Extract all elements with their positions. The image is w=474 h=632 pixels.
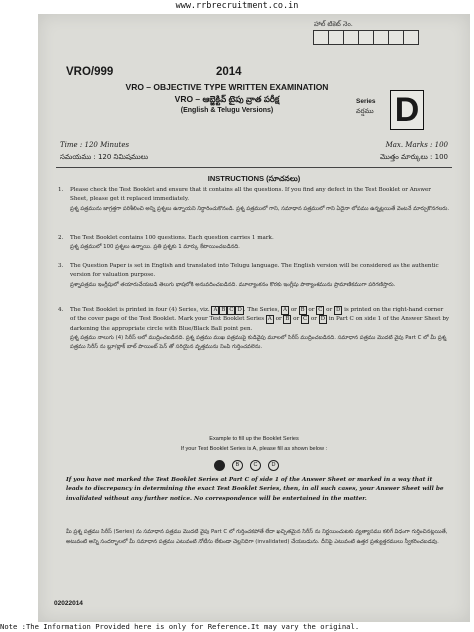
instructions-heading: INSTRUCTIONS (సూచనలు) — [207, 174, 301, 183]
instruction-number: 3. — [58, 263, 64, 269]
max-marks: Max. Marks : 100 — [385, 141, 448, 149]
instruction-text-telugu: ప్రశ్నాపత్రము ఇంగ్లీషులో తయారుచేయబడి తెలుగు భాషలోకి అనువదించబడినది. మూల్యాంకనం కొరకు ఇంగ్లీషు పాఠ్యాంశమును ప్రామాణికముగా పరిగణిస్తారు. — [70, 281, 396, 288]
instruction-text: The Question Paper is set in English and translated into Telugu language. The English version will be considered as the authentic version for valuation purpose. — [70, 263, 439, 279]
warning-text-telugu: మీ ప్రశ్న పత్రము సిరీస్ (Series) ను సమాధాన పత్రము మొదటి వైపు Part C లో గుర్తించకపోతే లేదా ఖచ్చితమైన సిరీస్ ను నిర్ణయించుటకు వ్యత్యాసము కలిగే విధంగా గుర్తించినట్లయితే, అటువంటి అన్ని సందర్భాలలో మీ సమాధాన పత్రము ఎటువంటి నోటీసు లేకుండా చెల్లనిదిగా (invalidated) చేయబడును. దీనిపై ఎటువంటి ఉత్తర ప్రత్యుత్తరములు స్వీకరించబడవు. — [66, 529, 448, 545]
series-box-c: C — [229, 307, 234, 313]
series-box-c: C — [302, 316, 308, 323]
series-box-c: C — [318, 307, 323, 313]
series-label-telugu: వర్షము — [356, 108, 374, 115]
instruction-text: The Test Booklet contains 100 questions. Each question carries 1 mark. — [70, 235, 274, 241]
instruction-number: 4. — [58, 307, 64, 313]
instruction-text: The Test Booklet is printed in four (4) Series, viz. A B C D . The Series, A or B or C or D is printed on the right-hand corner of the cover page of the Test Booklet. Mark your Test Booklet Series A or B or C or D in Part C on side 1 of the Answer Sheet by darkening the appropriate circle with Blue/Black Ball point pen. — [70, 307, 450, 332]
series-box-a: A — [267, 316, 272, 323]
or-word: or — [290, 307, 297, 313]
series-box-b: B — [300, 307, 305, 313]
series-box-a: A — [213, 307, 218, 313]
series-box-d: D — [237, 307, 242, 313]
max-marks-telugu: మొత్తం మార్కులు : 100 — [380, 153, 448, 161]
example-subheading: If your Test Booklet Series is A, please fill as shown below : — [180, 446, 328, 452]
reference-note: Note :The Information Provided here is only for Reference.It may vary the original. — [0, 622, 360, 631]
series-label: Series — [356, 98, 376, 105]
time-allowed: Time : 120 Minutes — [60, 141, 130, 149]
hall-ticket-boxes — [314, 30, 419, 45]
bubble-d: D — [268, 460, 279, 471]
exam-code: VRO/999 — [66, 66, 114, 78]
exam-cover-page — [38, 14, 470, 622]
series-box-d: D — [335, 307, 341, 313]
warning-text: If you have not marked the Test Booklet Series at Part C of side 1 of the Answer Sheet or marked in a way that it leads to discrepancy in determining the exact Test Booklet Series, then, in all such cases, your Answer Sheet will be invalidated without any further notice. No correspondence will be entertained in the matter. — [66, 477, 444, 502]
bubble-b: B — [232, 460, 243, 471]
instruction-fragment: The Test Booklet is printed in four (4) Series, viz. — [70, 307, 210, 313]
series-letter: D — [390, 90, 424, 130]
or-word: or — [308, 307, 315, 313]
series-box-b: B — [221, 307, 226, 313]
instruction-item — [58, 262, 450, 290]
bubble-c: C — [250, 460, 261, 471]
hall-ticket-box — [373, 30, 389, 45]
instruction-text-telugu: ప్రశ్న పత్రము నాలుగు (4) సిరీస్ లలో ముద్రించబడినది. ప్రశ్న పత్రము ముఖ పత్రముపై కుడివైపు మూలలో సిరీస్ ముద్రించబడినది. సమాధాన పత్రము మొదటి వైపు Part C లో మీ ప్రశ్న పత్రము సిరీస్ ను బ్లూ/బ్లాక్ బాల్ పాయింట్ పెన్ తో సరియైన వృత్తమును నింపి గుర్తించవలెను. — [70, 334, 447, 351]
instruction-fragment: is printed on the right-hand corner of the cover page of the Test Booklet. Mark your Test Booklet Series — [70, 307, 444, 323]
exam-title-telugu: VRO – ఆబ్జెక్టివ్ టైపు వ్రాత పరీక్ష — [174, 94, 280, 104]
instruction-number: 1. — [58, 187, 64, 193]
example-bubbles — [214, 460, 279, 471]
instruction-text-telugu: ప్రశ్న పత్రమును జాగ్రత్తగా పరిశీలించి అన్ని ప్రశ్నలు ఉన్నాయని నిర్ధారించుకొనండి. ప్రశ్న పత్రములో గాని, సమాధాన పత్రములో గాని ఏదైనా లోపము ఉన్నట్లయితే వెంటనే మార్చుకొనగలరు. — [70, 205, 450, 212]
series-box-d: D — [320, 316, 326, 323]
or-word: or — [326, 307, 333, 313]
series-box-b: B — [285, 316, 290, 323]
divider — [56, 167, 452, 168]
instruction-item — [58, 186, 450, 214]
series-box-a: A — [283, 307, 288, 313]
time-allowed-telugu: సమయము : 120 నిమిషములు — [60, 153, 149, 161]
or-word: or — [275, 316, 282, 323]
exam-year: 2014 — [216, 66, 242, 78]
or-word: or — [310, 316, 317, 323]
exam-title: VRO – OBJECTIVE TYPE WRITTEN EXAMINATION — [125, 82, 329, 92]
hall-ticket-box — [388, 30, 404, 45]
hall-ticket-box — [328, 30, 344, 45]
source-url[interactable]: www.rrbrecruitment.co.in — [175, 1, 299, 11]
example-heading: Example to fill up the Booklet Series — [209, 436, 299, 442]
instruction-text-telugu: ప్రశ్న పత్రములో 100 ప్రశ్నలు ఉన్నాయి. ప్రతి ప్రశ్నకు 1 మార్కు కేటాయించబడినది. — [70, 244, 240, 251]
instruction-fragment: The Series, — [247, 307, 280, 313]
hall-ticket-box — [313, 30, 329, 45]
hall-ticket-label: హాల్ టికెట్ నెం. — [314, 20, 353, 28]
hall-ticket-box — [403, 30, 419, 45]
instruction-text: Please check the Test Booklet and ensure that it contains all the questions. If you find any defect in the Test Booklet or Answer Sheet, please get it replaced immediately. — [70, 187, 431, 203]
hall-ticket-box — [358, 30, 374, 45]
instruction-number: 2. — [58, 235, 64, 241]
exam-versions: (English & Telugu Versions) — [180, 107, 274, 114]
instruction-item — [58, 234, 450, 253]
instruction-item — [58, 306, 450, 352]
instruction-fragment: in Part C on side 1 of the Answer Sheet by darkening the appropriate circle with Blue/Black Ball point pen. — [70, 316, 450, 332]
hall-ticket-box — [343, 30, 359, 45]
or-word: or — [293, 316, 300, 323]
footer-code: 02022014 — [54, 600, 83, 607]
bubble-a-filled: A — [214, 460, 225, 471]
